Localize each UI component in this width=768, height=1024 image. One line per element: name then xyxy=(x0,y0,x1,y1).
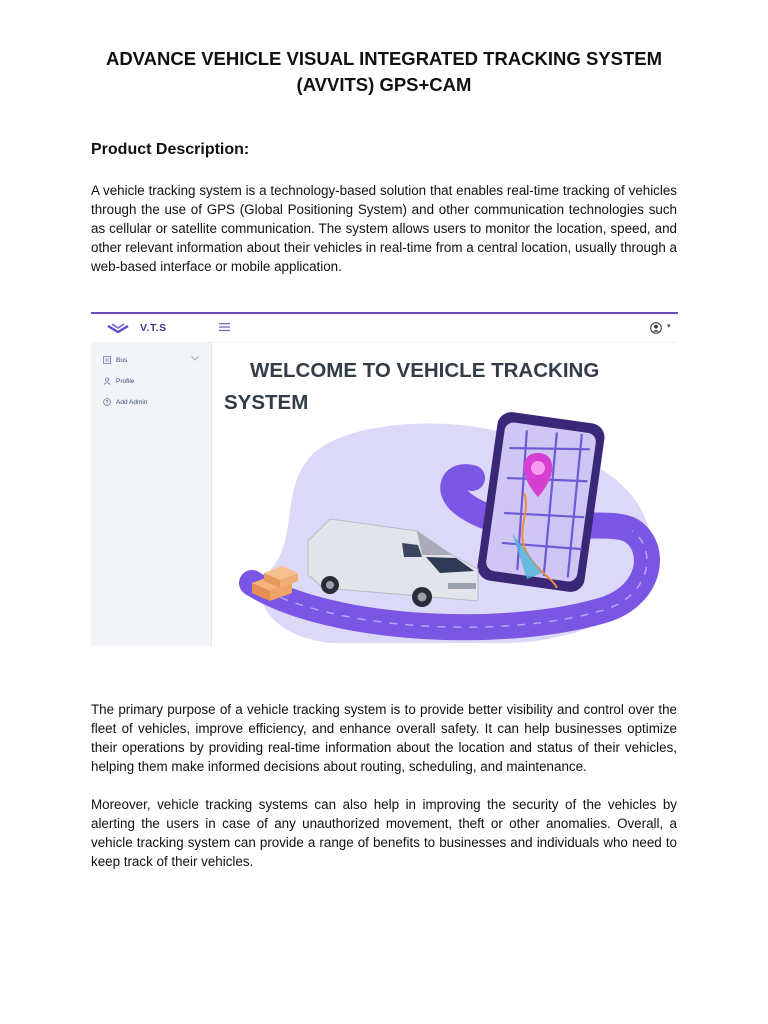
document-title-line-2: (AVVITS) GPS+CAM xyxy=(296,74,472,95)
paragraph-security: Moreover, vehicle tracking systems can also help in improving the security of the vehicles by alerting the users in case of any unauthorized movement, theft or other anomalies. Overall, a vehicle tracking system can provide a range of benefits to businesses and individuals who need to keep track of their vehicles. xyxy=(91,797,677,869)
app-screenshot xyxy=(91,312,678,646)
help-circle-icon xyxy=(103,398,111,406)
user-menu-chevron-icon[interactable]: ▾ xyxy=(667,323,671,330)
sidebar-item-label: Bus xyxy=(116,356,128,364)
user-account-icon[interactable] xyxy=(650,322,662,334)
list-icon xyxy=(103,356,111,364)
welcome-heading-line-1: WELCOME TO VEHICLE TRACKING xyxy=(250,359,600,382)
paragraph-purpose: The primary purpose of a vehicle tracking system is to provide better visibility and control over the fleet of vehicles, improve efficiency, and enhance overall safety. It can help businesses optimize their operations by providing real-time information about the location and status of their vehicles, helping them make informed decisions about routing, scheduling, and maintenance. xyxy=(91,702,677,774)
brand-name: V.T.S xyxy=(140,322,167,334)
chevron-down-icon[interactable] xyxy=(191,356,199,361)
app-sidebar xyxy=(91,343,212,646)
app-topbar xyxy=(91,314,678,343)
sidebar-item-label: Add Admin xyxy=(116,398,148,406)
document-title-line-1: ADVANCE VEHICLE VISUAL INTEGRATED TRACKING SYSTEM xyxy=(105,48,663,69)
welcome-heading xyxy=(224,355,624,419)
sidebar-item-label: Profile xyxy=(116,377,135,385)
paragraph-intro: A vehicle tracking system is a technology-based solution that enables real-time tracking of vehicles through the use of GPS (Global Positioning System) and other communication technologies such as cellular or satellite communication. The system allows users to monitor the location, speed, and other relevant information about their vehicles in real-time from a central location, usually through a web-based interface or mobile application. xyxy=(91,183,677,274)
sidebar-item-profile[interactable] xyxy=(103,375,134,387)
document-title xyxy=(60,46,708,98)
sidebar-item-bus[interactable] xyxy=(103,354,127,366)
app-main-content xyxy=(212,343,678,646)
person-icon xyxy=(103,377,111,385)
sidebar-item-add-admin[interactable] xyxy=(103,396,147,408)
brand-logo-icon xyxy=(107,322,129,334)
hamburger-menu-icon[interactable] xyxy=(219,322,230,332)
section-heading: Product Description: xyxy=(91,141,250,158)
welcome-heading-line-2: SYSTEM xyxy=(224,391,309,414)
